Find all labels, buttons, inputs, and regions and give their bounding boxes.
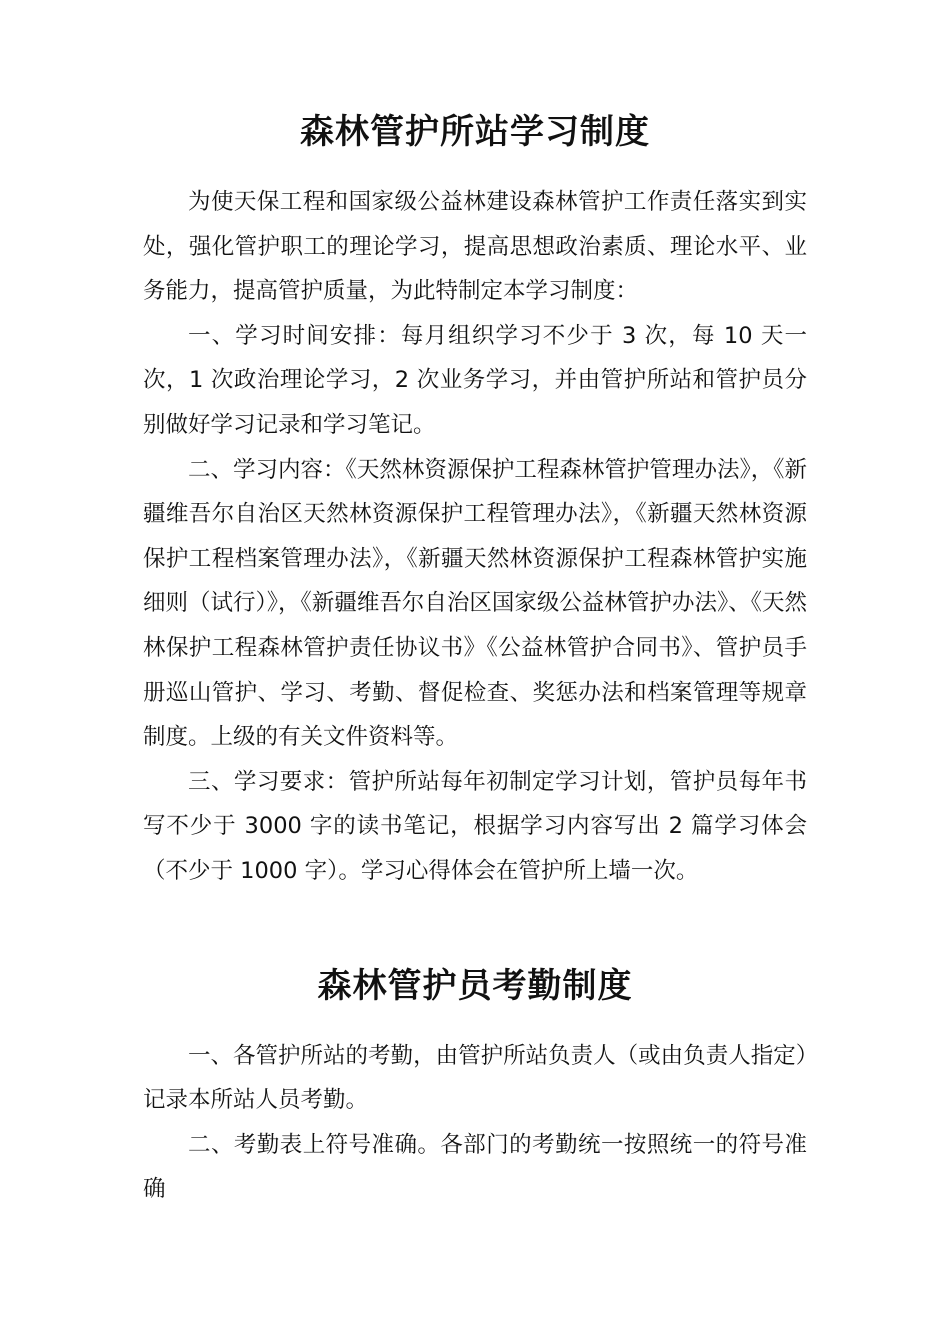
attendance-system-title: 森林管护员考勤制度 bbox=[317, 965, 633, 1006]
study-content-paragraph: 二、学习内容：《天然林资源保护工程森林管护管理办法》，《新疆维吾尔自治区天然林资源保护工程管理办法》，《新疆天然林资源保护工程档案管理办法》，《新疆天然林资源保护工程森林管护实施细则（试行）》，《新疆维吾尔自治区国家级公益林管护办法》、《天然林保护工程森林管护责任协议书》《公益林管护合同书》、管护员手册巡山管护、学习、考勤、督促检查、奖惩办法和档案管理等规章制度。上级的有关文件资料等。 bbox=[143, 456, 807, 751]
attendance-symbols-paragraph: 二、考勤表上符号准确。各部门的考勤统一按照统一的符号准确 bbox=[143, 1131, 807, 1203]
study-system-body bbox=[143, 180, 807, 894]
study-requirements-paragraph: 三、学习要求：管护所站每年初制定学习计划，管护员每年书写不少于 3000 字的读书笔记，根据学习内容写出 2 篇学习体会（不少于 1000 字）。学习心得体会在管护所上墙一次。 bbox=[143, 768, 807, 884]
attendance-recording-paragraph: 一、各管护所站的考勤，由管护所站负责人（或由负责人指定）记录本所站人员考勤。 bbox=[143, 1042, 807, 1114]
study-intro-paragraph: 为使天保工程和国家级公益林建设森林管护工作责任落实到实处，强化管护职工的理论学习，提高思想政治素质、理论水平、业务能力，提高管护质量，为此特制定本学习制度： bbox=[143, 189, 807, 305]
study-schedule-paragraph: 一、学习时间安排：每月组织学习不少于 3 次，每 10 天一次，1 次政治理论学习，2 次业务学习，并由管护所站和管护员分别做好学习记录和学习笔记。 bbox=[143, 322, 807, 438]
attendance-system-body bbox=[143, 1034, 807, 1212]
study-system-title: 森林管护所站学习制度 bbox=[300, 112, 650, 152]
